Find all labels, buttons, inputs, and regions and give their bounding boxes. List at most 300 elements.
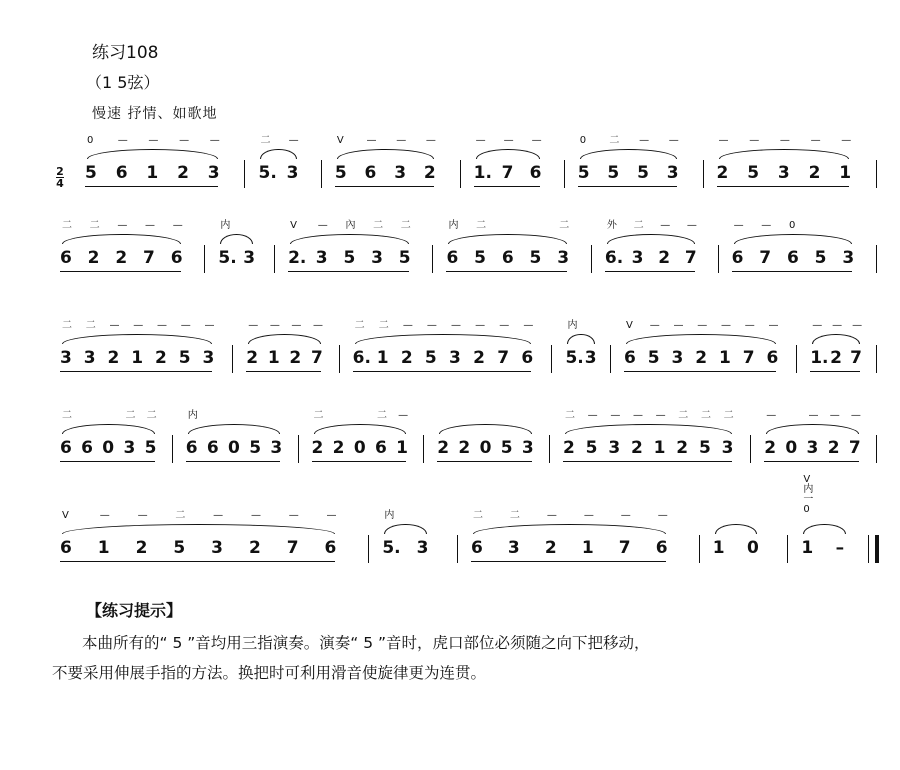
note: 5 bbox=[249, 438, 262, 458]
slur-arc bbox=[626, 334, 776, 344]
fingering-mark: — bbox=[632, 410, 643, 421]
note: 6 bbox=[170, 248, 183, 268]
slur-arc bbox=[87, 149, 218, 159]
fingering-mark: — bbox=[475, 135, 486, 146]
fingering-mark: — bbox=[117, 220, 128, 231]
note: 3 bbox=[416, 538, 429, 558]
beam-underline bbox=[60, 561, 335, 562]
note: 5 bbox=[637, 163, 649, 183]
note: 6 bbox=[501, 248, 514, 268]
slur-arc bbox=[734, 234, 853, 244]
note: 0 bbox=[479, 438, 492, 458]
fingering-mark: — bbox=[109, 320, 120, 331]
slur-arc bbox=[567, 334, 594, 344]
note: 5. bbox=[565, 348, 584, 368]
slur-arc bbox=[384, 524, 426, 534]
fingering-mark: — bbox=[133, 320, 144, 331]
barline bbox=[718, 245, 719, 273]
fingering-mark: 二 bbox=[89, 220, 100, 231]
fingering-mark: — bbox=[396, 135, 407, 146]
fingering-mark: — bbox=[366, 135, 377, 146]
barline bbox=[232, 345, 233, 373]
fingering-mark: — bbox=[583, 510, 594, 521]
note: 2 bbox=[107, 348, 120, 368]
fingering-mark: 二 bbox=[313, 410, 324, 421]
barline bbox=[339, 345, 340, 373]
beam-underline bbox=[335, 186, 434, 187]
fingering-mark: 二 bbox=[62, 220, 72, 231]
fingering-mark: — bbox=[288, 510, 299, 521]
fingering-mark: — bbox=[425, 135, 436, 146]
fingering-mark: — bbox=[137, 510, 148, 521]
note: 2 bbox=[764, 438, 777, 458]
fingering-mark: 二 bbox=[633, 220, 644, 231]
fingering-mark: — bbox=[145, 220, 156, 231]
fingering-mark: — bbox=[649, 320, 660, 331]
note: 3 bbox=[671, 348, 684, 368]
fingering-mark: — bbox=[475, 320, 486, 331]
note: 2 bbox=[458, 438, 471, 458]
fingering-mark: 二 bbox=[400, 220, 411, 231]
note: 2 bbox=[332, 438, 345, 458]
slur-arc bbox=[62, 424, 155, 434]
barline bbox=[549, 435, 550, 463]
beam-underline bbox=[437, 461, 532, 462]
slur-arc bbox=[337, 149, 434, 159]
note: 1 bbox=[653, 438, 666, 458]
note: 3 bbox=[631, 248, 644, 268]
slur-arc bbox=[715, 524, 757, 534]
fingering-mark: — bbox=[288, 135, 299, 146]
fingering-mark: — bbox=[657, 510, 668, 521]
fingering-mark: — bbox=[213, 510, 224, 521]
fingering-mark: — bbox=[269, 320, 280, 331]
beam-underline bbox=[186, 461, 281, 462]
fingering-mark: — bbox=[531, 135, 542, 146]
note: 5 bbox=[173, 538, 186, 558]
note: 3 bbox=[315, 248, 328, 268]
barline bbox=[423, 435, 424, 463]
fingering-mark: — bbox=[832, 320, 843, 331]
beam-underline bbox=[578, 186, 677, 187]
note: 5. bbox=[382, 538, 401, 558]
note: 3 bbox=[270, 438, 283, 458]
fingering-mark: — bbox=[209, 135, 220, 146]
fingering-mark: 二 bbox=[354, 320, 365, 331]
barline bbox=[564, 160, 565, 188]
slur-arc bbox=[260, 149, 296, 159]
fingering-mark: — bbox=[250, 510, 261, 521]
beam-underline bbox=[60, 461, 155, 462]
note: 5 bbox=[144, 438, 157, 458]
fingering-mark: — bbox=[117, 135, 128, 146]
note: 7 bbox=[286, 538, 299, 558]
note: 1 bbox=[396, 438, 408, 458]
fingering-mark: — bbox=[768, 320, 779, 331]
note: 2 bbox=[177, 163, 189, 183]
note: 1 bbox=[712, 538, 725, 558]
note: 3 bbox=[60, 348, 72, 368]
fingering-mark: 二 bbox=[472, 510, 483, 521]
fingering-mark: — bbox=[660, 220, 671, 231]
fingering-mark: — bbox=[655, 410, 666, 421]
fingering-mark: — bbox=[697, 320, 708, 331]
note: 2 bbox=[695, 348, 708, 368]
beam-underline bbox=[624, 371, 776, 372]
fingering-mark: 二 bbox=[175, 510, 186, 521]
fingering-mark: 0 bbox=[87, 135, 94, 146]
fingering-mark: — bbox=[523, 320, 534, 331]
fingering-mark: — bbox=[326, 510, 337, 521]
fingering-mark: — bbox=[172, 220, 183, 231]
time-signature-bottom: 4 bbox=[56, 177, 64, 190]
note: 2 bbox=[827, 438, 840, 458]
note: 6 bbox=[521, 348, 534, 368]
fingering-mark: — bbox=[148, 135, 159, 146]
fingering-mark: — bbox=[668, 135, 679, 146]
slur-arc bbox=[62, 234, 181, 244]
fingering-mark: 内 bbox=[384, 510, 395, 521]
fingering-mark: 二 bbox=[125, 410, 136, 421]
fingering-mark: 0 bbox=[788, 220, 796, 231]
note: 6 bbox=[364, 163, 377, 183]
fingering-mark: 内 bbox=[448, 220, 459, 231]
note: 5 bbox=[398, 248, 411, 268]
note: 7 bbox=[759, 248, 772, 268]
note: 6 bbox=[470, 538, 483, 558]
beam-underline bbox=[732, 271, 853, 272]
slur-arc bbox=[766, 424, 859, 434]
barline bbox=[298, 435, 299, 463]
tips-line-2: 不要采用伸展手指的方法。换把时可利用滑音使旋律更为连贯。 bbox=[52, 664, 487, 682]
slur-arc bbox=[62, 334, 212, 344]
barline bbox=[368, 535, 369, 563]
beam-underline bbox=[474, 186, 540, 187]
note: 0 bbox=[785, 438, 798, 458]
fingering-mark: 二 bbox=[609, 135, 620, 146]
beam-underline bbox=[764, 461, 859, 462]
note: 0 bbox=[747, 538, 759, 558]
barline bbox=[457, 535, 458, 563]
slur-arc bbox=[719, 149, 850, 159]
note: 3 bbox=[449, 348, 461, 368]
fingering-mark: 内 bbox=[567, 320, 578, 331]
note: 2 bbox=[115, 248, 128, 268]
fingering-mark: — bbox=[720, 320, 731, 331]
note: 6 bbox=[655, 538, 668, 558]
beam-underline bbox=[60, 371, 212, 372]
note: 5 bbox=[474, 248, 486, 268]
slur-arc bbox=[188, 424, 281, 434]
note: 6 bbox=[60, 538, 72, 558]
note: 6 bbox=[206, 438, 219, 458]
fingering-mark: — bbox=[248, 320, 259, 331]
note: 0 bbox=[102, 438, 115, 458]
beam-underline bbox=[717, 186, 850, 187]
note: 7 bbox=[311, 348, 323, 368]
note: 2 bbox=[400, 348, 413, 368]
fingering-mark: — bbox=[204, 320, 215, 331]
barline bbox=[460, 160, 461, 188]
note: 3 bbox=[521, 438, 534, 458]
fingering-mark: V bbox=[336, 135, 344, 146]
beam-underline bbox=[446, 271, 567, 272]
fingering-mark: — bbox=[639, 135, 650, 146]
barline bbox=[787, 535, 788, 563]
fingering-mark: 二 bbox=[565, 410, 576, 421]
fingering-mark: — bbox=[733, 220, 744, 231]
note: 1 bbox=[146, 163, 159, 183]
slur-arc bbox=[355, 334, 532, 344]
fingering-mark: 二 bbox=[62, 410, 72, 421]
note: 6 bbox=[185, 438, 198, 458]
note: 7 bbox=[850, 348, 862, 368]
fingering-mark: — bbox=[812, 320, 823, 331]
fingering-mark: — bbox=[610, 410, 621, 421]
note: 7 bbox=[497, 348, 510, 368]
note: – bbox=[835, 538, 845, 558]
note: 1 bbox=[839, 163, 852, 183]
fingering-mark: V 内 一 0 bbox=[803, 474, 814, 515]
fingering-mark: — bbox=[808, 410, 819, 421]
slur-arc bbox=[565, 424, 732, 434]
fingering-mark: — bbox=[620, 510, 631, 521]
note: 7 bbox=[742, 348, 755, 368]
fingering-mark: — bbox=[673, 320, 684, 331]
fingering-mark: 外 bbox=[606, 220, 617, 231]
note: 2 bbox=[473, 348, 485, 368]
beam-underline bbox=[563, 461, 732, 462]
note: 5 bbox=[343, 248, 356, 268]
note: 3 bbox=[608, 438, 621, 458]
barline bbox=[876, 435, 877, 463]
fingering-mark: — bbox=[313, 320, 324, 331]
note: 3 bbox=[123, 438, 136, 458]
score-row bbox=[0, 315, 900, 405]
fingering-mark: — bbox=[503, 135, 514, 146]
note: 6 bbox=[324, 538, 337, 558]
note: 3 bbox=[207, 163, 220, 183]
beam-underline bbox=[246, 371, 321, 372]
fingering-mark: 二 bbox=[559, 220, 570, 231]
note: 5 bbox=[500, 438, 513, 458]
fingering-mark: 二 bbox=[146, 410, 157, 421]
note: 3 bbox=[211, 538, 223, 558]
beam-underline bbox=[85, 186, 218, 187]
fingering-mark: — bbox=[718, 135, 729, 146]
fingering-mark: V bbox=[290, 220, 297, 231]
slur-arc bbox=[248, 334, 321, 344]
note: 3 bbox=[557, 248, 570, 268]
fingering-mark: — bbox=[850, 410, 861, 421]
barline bbox=[551, 345, 552, 373]
note: 7 bbox=[501, 163, 514, 183]
note: 3 bbox=[507, 538, 520, 558]
fingering-mark: 内 bbox=[187, 410, 198, 421]
note: 1 bbox=[267, 348, 280, 368]
note: 5 bbox=[334, 163, 347, 183]
note: 3 bbox=[584, 348, 597, 368]
note: 5 bbox=[747, 163, 760, 183]
string-indication: （1 5弦） bbox=[86, 73, 160, 92]
fingering-mark: — bbox=[426, 320, 437, 331]
note: 6 bbox=[374, 438, 387, 458]
slur-arc bbox=[812, 334, 860, 344]
fingering-mark: 二 bbox=[62, 320, 72, 331]
note: 0 bbox=[353, 438, 366, 458]
note: 6 bbox=[529, 163, 542, 183]
fingering-mark: 內 bbox=[345, 220, 356, 231]
slur-arc bbox=[803, 524, 845, 534]
score-row bbox=[0, 130, 900, 220]
slur-arc bbox=[476, 149, 540, 159]
note: 2 bbox=[87, 248, 100, 268]
slur-arc bbox=[290, 234, 409, 244]
note: 2 bbox=[135, 538, 148, 558]
note: 7 bbox=[143, 248, 155, 268]
note: 1 bbox=[718, 348, 731, 368]
note: 2 bbox=[563, 438, 575, 458]
beam-underline bbox=[312, 461, 407, 462]
note: 2 bbox=[830, 348, 842, 368]
note: 5. bbox=[258, 163, 277, 183]
note: 3 bbox=[371, 248, 383, 268]
note: 3 bbox=[721, 438, 734, 458]
note: 5 bbox=[577, 163, 590, 183]
barline bbox=[876, 245, 877, 273]
note: 6 bbox=[623, 348, 636, 368]
note: 5 bbox=[178, 348, 191, 368]
slur-arc bbox=[220, 234, 253, 244]
note: 6 bbox=[60, 438, 72, 458]
note: 6 bbox=[731, 248, 744, 268]
note: 0 bbox=[228, 438, 240, 458]
note: 2. bbox=[288, 248, 307, 268]
slur-arc bbox=[473, 524, 666, 534]
note: 5 bbox=[814, 248, 827, 268]
final-barline bbox=[868, 535, 879, 563]
note: 3 bbox=[83, 348, 96, 368]
slur-arc bbox=[580, 149, 677, 159]
note: 3 bbox=[842, 248, 855, 268]
fingering-mark: — bbox=[744, 320, 755, 331]
note: 3 bbox=[394, 163, 407, 183]
note: 1. bbox=[810, 348, 829, 368]
barline bbox=[204, 245, 205, 273]
time-signature-top: 2 bbox=[56, 165, 64, 178]
note: 5 bbox=[607, 163, 620, 183]
fingering-mark: — bbox=[156, 320, 167, 331]
note: 6 bbox=[81, 438, 93, 458]
note: 1. bbox=[473, 163, 492, 183]
fingering-mark: V bbox=[62, 510, 69, 521]
fingering-mark: — bbox=[779, 135, 790, 146]
note: 3 bbox=[243, 248, 256, 268]
fingering-mark: 0 bbox=[579, 135, 587, 146]
note: 1 bbox=[581, 538, 594, 558]
fingering-mark: — bbox=[451, 320, 462, 331]
note: 6 bbox=[446, 248, 459, 268]
tips-heading: 【练习提示】 bbox=[86, 601, 183, 620]
note: 7 bbox=[684, 248, 697, 268]
tips-line-1: 本曲所有的“ 5 ”音均用三指演奏。演奏“ 5 ”音时，虎口部位必须随之向下把移动， bbox=[82, 634, 650, 652]
barline bbox=[703, 160, 704, 188]
note: 1 bbox=[801, 538, 814, 558]
fingering-mark: 二 bbox=[260, 135, 271, 146]
fingering-mark: — bbox=[761, 220, 772, 231]
fingering-mark: — bbox=[180, 320, 191, 331]
beam-underline bbox=[605, 271, 695, 272]
note: 6. bbox=[604, 248, 624, 268]
fingering-mark: — bbox=[829, 410, 840, 421]
note: 2 bbox=[246, 348, 259, 368]
fingering-mark: 二 bbox=[476, 220, 487, 231]
note: 5 bbox=[85, 163, 97, 183]
fingering-mark: 二 bbox=[376, 410, 387, 421]
note: 2 bbox=[544, 538, 557, 558]
note: 1 bbox=[131, 348, 144, 368]
note: 2 bbox=[311, 438, 324, 458]
note: 5 bbox=[529, 248, 542, 268]
note: 5 bbox=[647, 348, 660, 368]
fingering-mark: 二 bbox=[85, 320, 96, 331]
note: 2 bbox=[248, 538, 261, 558]
fingering-mark: — bbox=[546, 510, 557, 521]
beam-underline bbox=[810, 371, 860, 372]
fingering-mark: — bbox=[810, 135, 821, 146]
note: 2 bbox=[808, 163, 821, 183]
note: 1 bbox=[376, 348, 389, 368]
note: 2 bbox=[658, 248, 671, 268]
score-row bbox=[0, 405, 900, 495]
fingering-mark: 二 bbox=[378, 320, 389, 331]
note: 2 bbox=[676, 438, 689, 458]
barline bbox=[876, 345, 877, 373]
note: 5 bbox=[424, 348, 437, 368]
barline bbox=[244, 160, 245, 188]
fingering-mark: — bbox=[402, 320, 413, 331]
fingering-mark: 二 bbox=[700, 410, 711, 421]
barline bbox=[591, 245, 592, 273]
note: 7 bbox=[618, 538, 631, 558]
note: 3 bbox=[286, 163, 299, 183]
exercise-title: 练习108 bbox=[92, 43, 159, 63]
note: 3 bbox=[666, 163, 679, 183]
note: 5 bbox=[585, 438, 598, 458]
slur-arc bbox=[314, 424, 407, 434]
note: 5 bbox=[698, 438, 711, 458]
fingering-mark: 二 bbox=[678, 410, 689, 421]
note: 3 bbox=[777, 163, 790, 183]
note: 2 bbox=[423, 163, 436, 183]
note: 2 bbox=[289, 348, 302, 368]
fingering-mark: — bbox=[499, 320, 510, 331]
beam-underline bbox=[471, 561, 666, 562]
fingering-mark: — bbox=[749, 135, 760, 146]
note: 7 bbox=[848, 438, 861, 458]
fingering-mark: — bbox=[766, 410, 777, 421]
fingering-mark: 二 bbox=[509, 510, 520, 521]
fingering-mark: — bbox=[99, 510, 110, 521]
fingering-mark: — bbox=[686, 220, 697, 231]
note: 2 bbox=[716, 163, 729, 183]
fingering-mark: — bbox=[317, 220, 328, 231]
fingering-mark: — bbox=[841, 135, 852, 146]
note: 2 bbox=[630, 438, 643, 458]
slur-arc bbox=[448, 234, 567, 244]
fingering-mark: 二 bbox=[723, 410, 734, 421]
note: 6 bbox=[786, 248, 799, 268]
